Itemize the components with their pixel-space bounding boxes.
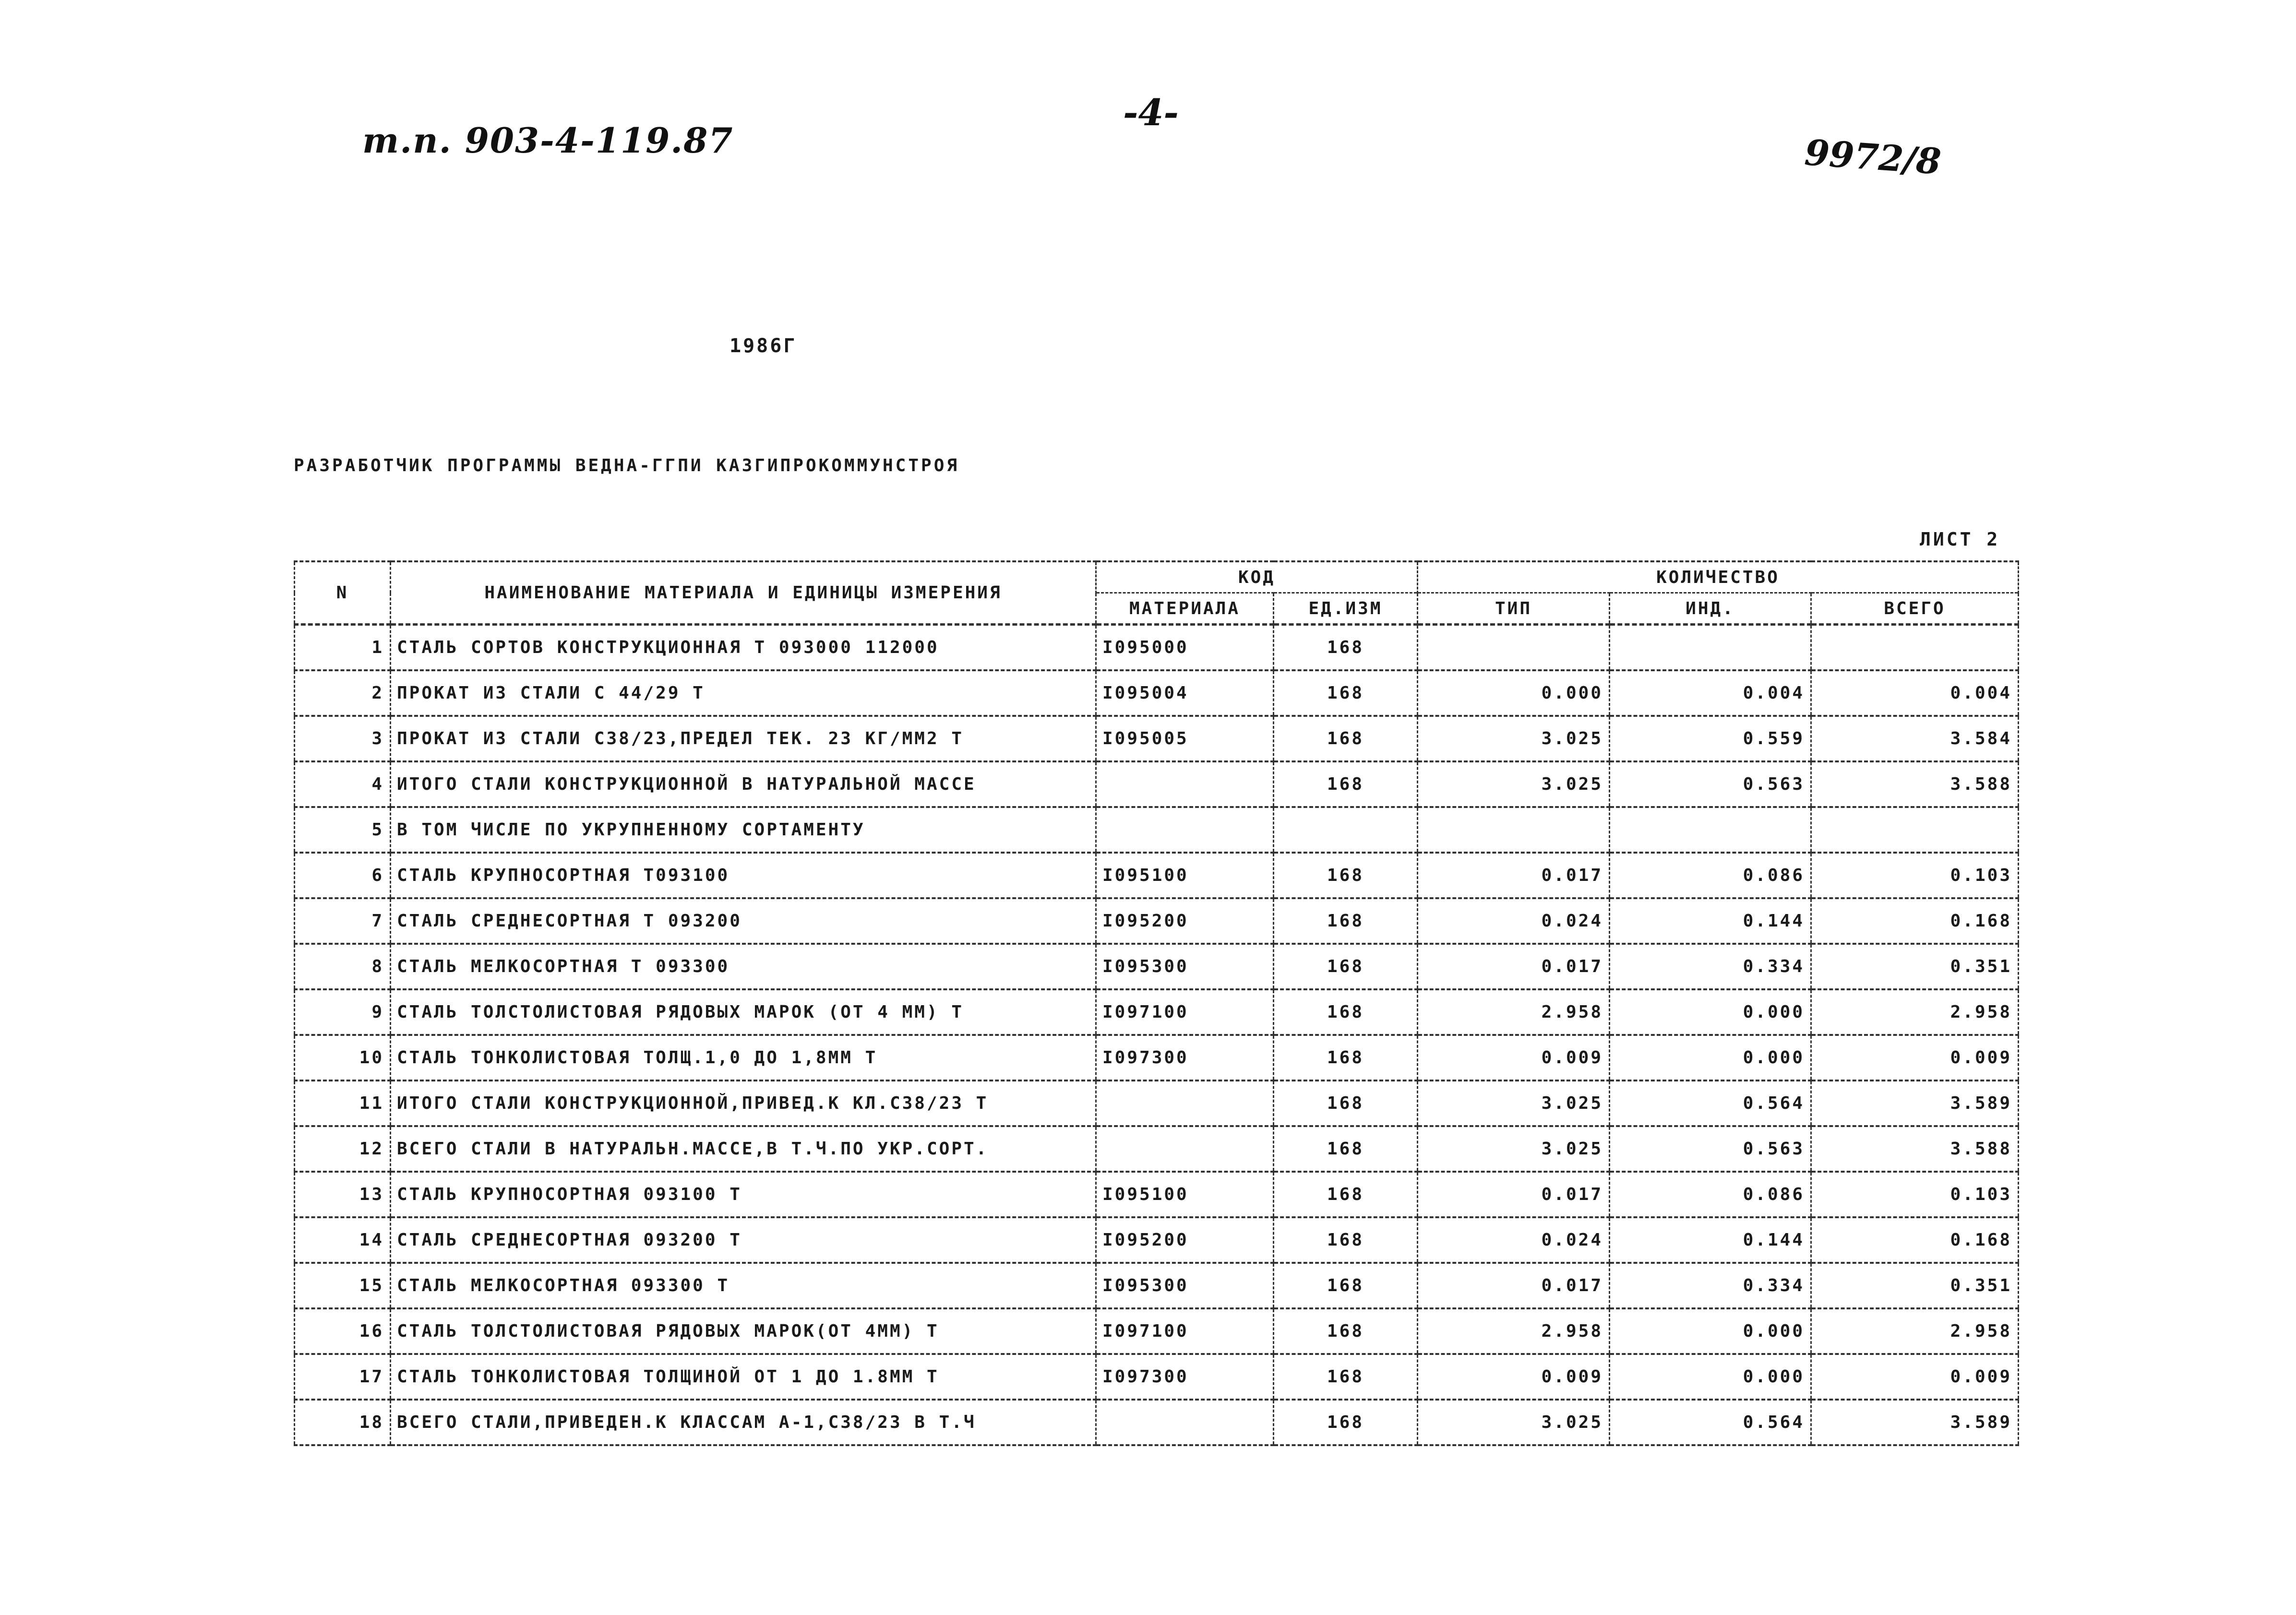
qty-total: 0.103 — [1811, 853, 2019, 898]
row-number: 4 — [295, 761, 391, 807]
qty-ind: 0.334 — [1610, 944, 1811, 989]
header-code-group: КОД — [1096, 561, 1418, 593]
unit-code: 168 — [1274, 761, 1418, 807]
qty-total: 3.589 — [1811, 1081, 2019, 1126]
material-code — [1096, 1081, 1274, 1126]
table-row — [295, 1263, 2019, 1308]
material-name: ПРОКАТ ИЗ СТАЛИ С 44/29 Т — [391, 670, 1096, 716]
material-code: I095200 — [1096, 1217, 1274, 1263]
material-name: СТАЛЬ СРЕДНЕСОРТНАЯ Т 093200 — [391, 898, 1096, 944]
header-code-material: МАТЕРИАЛА — [1096, 593, 1274, 625]
row-number: 12 — [295, 1126, 391, 1172]
header-qty-type: ТИП — [1418, 593, 1610, 625]
qty-ind: 0.000 — [1610, 1308, 1811, 1354]
qty-type: 0.017 — [1418, 944, 1610, 989]
material-name: В ТОМ ЧИСЛЕ ПО УКРУПНЕННОМУ СОРТАМЕНТУ — [391, 807, 1096, 853]
table-row — [295, 1172, 2019, 1217]
row-number: 14 — [295, 1217, 391, 1263]
material-code: I095300 — [1096, 944, 1274, 989]
qty-ind: 0.144 — [1610, 898, 1811, 944]
qty-type: 0.009 — [1418, 1354, 1610, 1400]
row-number: 6 — [295, 853, 391, 898]
unit-code: 168 — [1274, 1035, 1418, 1081]
row-number: 1 — [295, 625, 391, 670]
unit-code: 168 — [1274, 625, 1418, 670]
table-row — [295, 807, 2019, 853]
developer-line: РАЗРАБОТЧИК ПРОГРАММЫ ВЕДНА-ГГПИ КАЗГИПРОКОММУНСТРОЯ — [294, 456, 960, 475]
qty-total: 0.009 — [1811, 1354, 2019, 1400]
qty-type: 0.000 — [1418, 670, 1610, 716]
qty-total: 3.588 — [1811, 761, 2019, 807]
qty-ind: 0.000 — [1610, 1035, 1811, 1081]
material-code — [1096, 807, 1274, 853]
qty-type: 3.025 — [1418, 716, 1610, 761]
materials-table — [294, 560, 2019, 1446]
qty-total: 3.588 — [1811, 1126, 2019, 1172]
table-row — [295, 625, 2019, 670]
qty-type: 0.017 — [1418, 853, 1610, 898]
row-number: 10 — [295, 1035, 391, 1081]
header-num: N — [295, 561, 391, 625]
table-row — [295, 670, 2019, 716]
row-number: 11 — [295, 1081, 391, 1126]
qty-ind: 0.559 — [1610, 716, 1811, 761]
qty-ind — [1610, 625, 1811, 670]
material-code: I097100 — [1096, 1308, 1274, 1354]
material-code: I095004 — [1096, 670, 1274, 716]
header-quantity-group: КОЛИЧЕСТВО — [1418, 561, 2019, 593]
row-number: 16 — [295, 1308, 391, 1354]
material-name: ВСЕГО СТАЛИ В НАТУРАЛЬН.МАССЕ,В Т.Ч.ПО УКР.СОРТ. — [391, 1126, 1096, 1172]
material-name: СТАЛЬ СРЕДНЕСОРТНАЯ 093200 Т — [391, 1217, 1096, 1263]
row-number: 3 — [295, 716, 391, 761]
qty-ind: 0.000 — [1610, 989, 1811, 1035]
unit-code: 168 — [1274, 898, 1418, 944]
qty-type: 0.009 — [1418, 1035, 1610, 1081]
material-code — [1096, 1126, 1274, 1172]
row-number: 17 — [295, 1354, 391, 1400]
material-name: СТАЛЬ ТОЛСТОЛИСТОВАЯ РЯДОВЫХ МАРОК (ОТ 4 ММ) Т — [391, 989, 1096, 1035]
material-code: I097300 — [1096, 1354, 1274, 1400]
table-header-row — [295, 561, 2019, 593]
table-row — [295, 853, 2019, 898]
sheet-label: ЛИСТ 2 — [1920, 529, 2000, 550]
material-name: ПРОКАТ ИЗ СТАЛИ С38/23,ПРЕДЕЛ ТЕК. 23 КГ/ММ2 Т — [391, 716, 1096, 761]
table-row — [295, 944, 2019, 989]
unit-code — [1274, 807, 1418, 853]
qty-type: 2.958 — [1418, 1308, 1610, 1354]
page-number: -4- — [1123, 91, 1179, 134]
qty-ind: 0.004 — [1610, 670, 1811, 716]
qty-total: 0.103 — [1811, 1172, 2019, 1217]
table-row — [295, 761, 2019, 807]
material-name: ИТОГО СТАЛИ КОНСТРУКЦИОННОЙ В НАТУРАЛЬНОЙ МАССЕ — [391, 761, 1096, 807]
sheet-code: 9972/8 — [1803, 132, 1943, 183]
row-number: 2 — [295, 670, 391, 716]
qty-ind: 0.144 — [1610, 1217, 1811, 1263]
table-row — [295, 1400, 2019, 1445]
qty-ind: 0.086 — [1610, 1172, 1811, 1217]
row-number: 8 — [295, 944, 391, 989]
material-code: I095005 — [1096, 716, 1274, 761]
row-number: 5 — [295, 807, 391, 853]
header-name: НАИМЕНОВАНИЕ МАТЕРИАЛА И ЕДИНИЦЫ ИЗМЕРЕНИЯ — [391, 561, 1096, 625]
table-row — [295, 1354, 2019, 1400]
qty-total: 0.009 — [1811, 1035, 2019, 1081]
material-code: I095300 — [1096, 1263, 1274, 1308]
row-number: 7 — [295, 898, 391, 944]
header-qty-ind: ИНД. — [1610, 593, 1811, 625]
material-name: СТАЛЬ ТОНКОЛИСТОВАЯ ТОЛЩ.1,0 ДО 1,8ММ Т — [391, 1035, 1096, 1081]
qty-total: 0.004 — [1811, 670, 2019, 716]
qty-ind: 0.564 — [1610, 1081, 1811, 1126]
year-label: 1986Г — [729, 335, 797, 357]
unit-code: 168 — [1274, 1308, 1418, 1354]
material-code: I095100 — [1096, 853, 1274, 898]
row-number: 9 — [295, 989, 391, 1035]
qty-total — [1811, 625, 2019, 670]
table-row — [295, 898, 2019, 944]
table-row — [295, 989, 2019, 1035]
material-code: I095200 — [1096, 898, 1274, 944]
qty-ind: 0.564 — [1610, 1400, 1811, 1445]
qty-type: 0.024 — [1418, 1217, 1610, 1263]
table-row — [295, 716, 2019, 761]
qty-total — [1811, 807, 2019, 853]
qty-type — [1418, 807, 1610, 853]
unit-code: 168 — [1274, 1126, 1418, 1172]
unit-code: 168 — [1274, 1081, 1418, 1126]
qty-ind — [1610, 807, 1811, 853]
qty-type: 3.025 — [1418, 1400, 1610, 1445]
unit-code: 168 — [1274, 1400, 1418, 1445]
document-code: т.п. 903-4-119.87 — [362, 120, 734, 161]
qty-ind: 0.563 — [1610, 761, 1811, 807]
qty-total: 0.351 — [1811, 944, 2019, 989]
unit-code: 168 — [1274, 1354, 1418, 1400]
qty-type: 3.025 — [1418, 1081, 1610, 1126]
row-number: 13 — [295, 1172, 391, 1217]
qty-total: 0.351 — [1811, 1263, 2019, 1308]
material-code: I095100 — [1096, 1172, 1274, 1217]
unit-code: 168 — [1274, 853, 1418, 898]
unit-code: 168 — [1274, 716, 1418, 761]
material-code: I095000 — [1096, 625, 1274, 670]
qty-total: 2.958 — [1811, 989, 2019, 1035]
qty-type — [1418, 625, 1610, 670]
material-code — [1096, 1400, 1274, 1445]
qty-type: 0.024 — [1418, 898, 1610, 944]
table-row — [295, 1035, 2019, 1081]
unit-code: 168 — [1274, 944, 1418, 989]
qty-type: 0.017 — [1418, 1263, 1610, 1308]
qty-total: 3.589 — [1811, 1400, 2019, 1445]
row-number: 15 — [295, 1263, 391, 1308]
qty-total: 0.168 — [1811, 898, 2019, 944]
unit-code: 168 — [1274, 1217, 1418, 1263]
row-number: 18 — [295, 1400, 391, 1445]
table-row — [295, 1308, 2019, 1354]
qty-ind: 0.000 — [1610, 1354, 1811, 1400]
table-row — [295, 1081, 2019, 1126]
material-name: ВСЕГО СТАЛИ,ПРИВЕДЕН.К КЛАССАМ А-1,С38/23 В Т.Ч — [391, 1400, 1096, 1445]
material-name: СТАЛЬ КРУПНОСОРТНАЯ 093100 Т — [391, 1172, 1096, 1217]
material-name: СТАЛЬ ТОНКОЛИСТОВАЯ ТОЛЩИНОЙ ОТ 1 ДО 1.8ММ Т — [391, 1354, 1096, 1400]
qty-type: 2.958 — [1418, 989, 1610, 1035]
qty-type: 3.025 — [1418, 761, 1610, 807]
qty-total: 0.168 — [1811, 1217, 2019, 1263]
header-qty-total: ВСЕГО — [1811, 593, 2019, 625]
material-name: СТАЛЬ ТОЛСТОЛИСТОВАЯ РЯДОВЫХ МАРОК(ОТ 4ММ) Т — [391, 1308, 1096, 1354]
qty-ind: 0.086 — [1610, 853, 1811, 898]
material-code: I097100 — [1096, 989, 1274, 1035]
qty-total: 3.584 — [1811, 716, 2019, 761]
qty-type: 0.017 — [1418, 1172, 1610, 1217]
material-name: СТАЛЬ СОРТОВ КОНСТРУКЦИОННАЯ Т 093000 112000 — [391, 625, 1096, 670]
unit-code: 168 — [1274, 670, 1418, 716]
material-code: I097300 — [1096, 1035, 1274, 1081]
qty-ind: 0.563 — [1610, 1126, 1811, 1172]
material-name: СТАЛЬ МЕЛКОСОРТНАЯ 093300 Т — [391, 1263, 1096, 1308]
material-name: СТАЛЬ МЕЛКОСОРТНАЯ Т 093300 — [391, 944, 1096, 989]
material-name: ИТОГО СТАЛИ КОНСТРУКЦИОННОЙ,ПРИВЕД.К КЛ.С38/23 Т — [391, 1081, 1096, 1126]
qty-total: 2.958 — [1811, 1308, 2019, 1354]
unit-code: 168 — [1274, 1172, 1418, 1217]
qty-ind: 0.334 — [1610, 1263, 1811, 1308]
material-name: СТАЛЬ КРУПНОСОРТНАЯ Т093100 — [391, 853, 1096, 898]
material-code — [1096, 761, 1274, 807]
qty-type: 3.025 — [1418, 1126, 1610, 1172]
table-row — [295, 1126, 2019, 1172]
unit-code: 168 — [1274, 989, 1418, 1035]
unit-code: 168 — [1274, 1263, 1418, 1308]
header-code-unit: ЕД.ИЗМ — [1274, 593, 1418, 625]
table-row — [295, 1217, 2019, 1263]
